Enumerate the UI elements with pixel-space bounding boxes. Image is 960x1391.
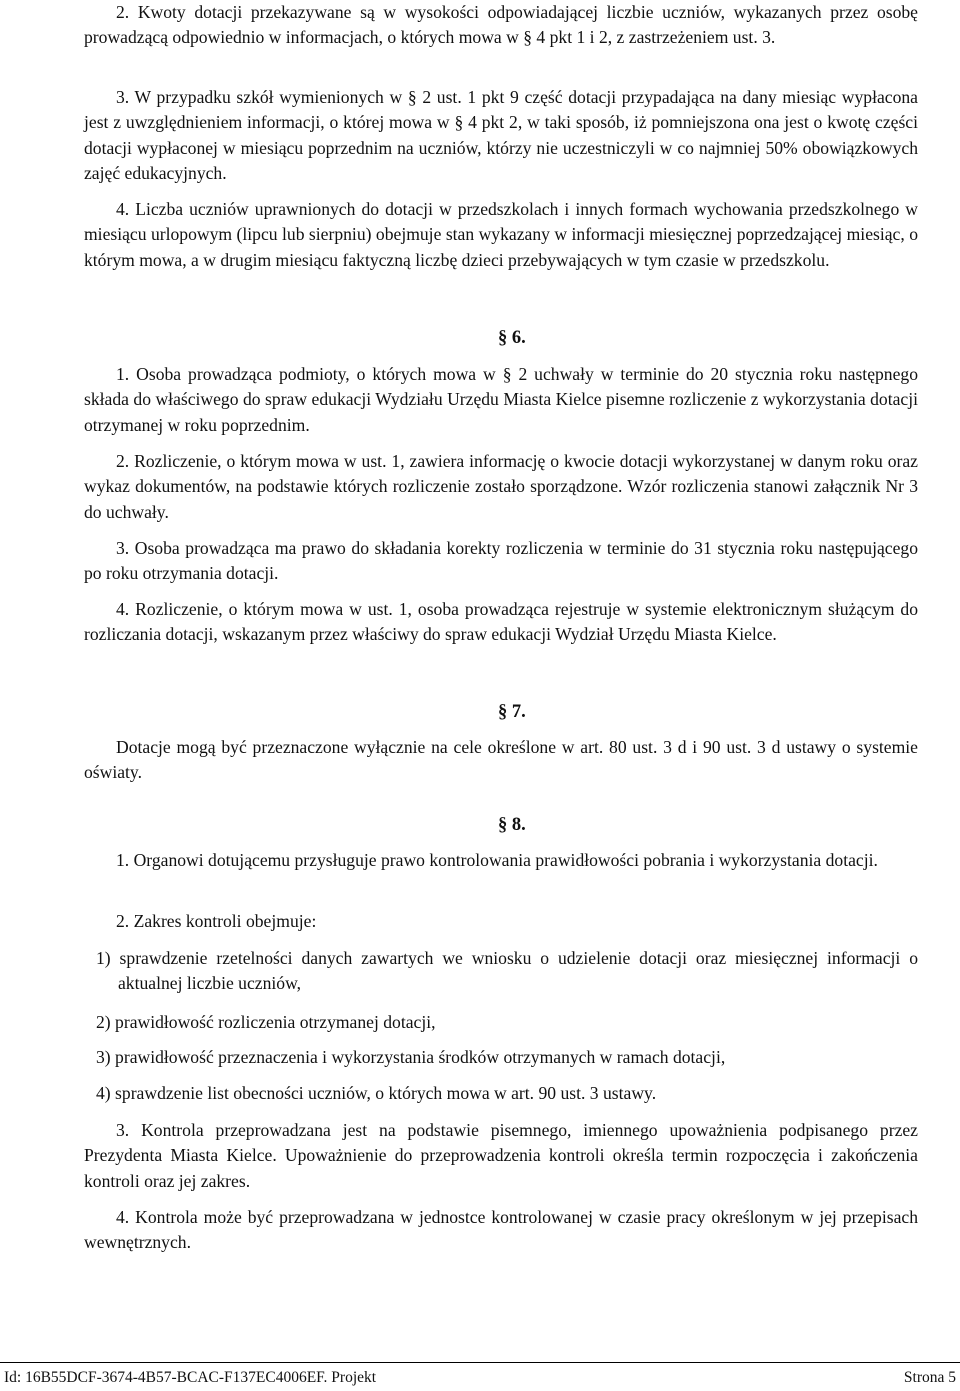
paragraph-5-2: 2. Kwoty dotacji przekazywane są w wysokości odpowiadającej liczbie uczniów, wykazanych przez osobę prowadzącą odpowiednio w informacjach, o których mowa w § 4 pkt 1 i 2, z zastrzeżeniem ust. 3. xyxy=(84,2,918,48)
paragraph-6-2: 2. Rozliczenie, o którym mowa w ust. 1, zawiera informację o kwocie dotacji wykorzystanej w danym roku oraz wykaz dokumentów, na podstawie których rozliczenie zostało sporządzone. Wzór rozliczenia stanowi załącznik Nr 3 do uchwały. xyxy=(84,451,918,522)
paragraph-8-1: 1. Organowi dotującemu przysługuje prawo kontrolowania prawidłowości pobrania i wykorzystania dotacji. xyxy=(116,850,878,870)
paragraph-6-1: 1. Osoba prowadząca podmioty, o których mowa w § 2 uchwały w terminie do 20 stycznia roku następnego składa do właściwego do spraw edukacji Wydziału Urzędu Miasta Kielce pisemne rozliczenie z wykorzystania dotacji otrzymanej w roku poprzednim. xyxy=(84,364,918,435)
list-item-8-2-4: 4) sprawdzenie list obecności uczniów, o których mowa w art. 90 ust. 3 ustawy. xyxy=(96,1083,657,1103)
paragraph-7-1: Dotacje mogą być przeznaczone wyłącznie na cele określone w art. 80 ust. 3 d i 90 ust. 3 d ustawy o systemie oświaty. xyxy=(84,737,918,783)
paragraph-6-4: 4. Rozliczenie, o którym mowa w ust. 1, osoba prowadząca rejestruje w systemie elektronicznym służącym do rozliczania dotacji, wskazanym przez właściwy do spraw edukacji Wydział Urzędu Miasta Kielce. xyxy=(84,599,918,645)
list-item-8-2-2: 2) prawidłowość rozliczenia otrzymanej dotacji, xyxy=(96,1012,436,1032)
footer-divider xyxy=(0,1362,960,1363)
paragraph-8-4: 4. Kontrola może być przeprowadzana w jednostce kontrolowanej w czasie pracy określonym w jej przepisach wewnętrznych. xyxy=(84,1207,918,1253)
paragraph-6-3: 3. Osoba prowadząca ma prawo do składania korekty rozliczenia w terminie do 31 stycznia roku następującego po roku otrzymania dotacji. xyxy=(84,538,918,584)
footer-document-id: Id: 16B55DCF-3674-4B57-BCAC-F137EC4006EF. Projekt xyxy=(4,1369,377,1386)
list-item-8-2-1: 1) sprawdzenie rzetelności danych zawartych we wniosku o udzielenie dotacji oraz miesięcznej informacji o aktualnej liczbie uczniów, xyxy=(96,948,918,994)
paragraph-5-3: 3. W przypadku szkół wymienionych w § 2 ust. 1 pkt 9 część dotacji przypadająca na dany miesiąc wypłacona jest z uwzględnieniem informacji, o której mowa w § 4 pkt 2, w taki sposób, iż pomniejszona ona jest o kwotę części dotacji wypłaconej w miesiącu poprzednim na uczniów, którzy nie uczestniczyli w co najmniej 50% obowiązkowych zajęć edukacyjnych. xyxy=(84,87,918,184)
paragraph-8-3: 3. Kontrola przeprowadzana jest na podstawie pisemnego, imiennego upoważnienia podpisanego przez Prezydenta Miasta Kielce. Upoważnienie do przeprowadzenia kontroli określa termin rozpoczęcia i zakończenia kontroli oraz jej zakres. xyxy=(84,1120,918,1191)
section-heading-6: § 6. xyxy=(498,328,526,348)
section-heading-7: § 7. xyxy=(498,702,526,722)
paragraph-5-4: 4. Liczba uczniów uprawnionych do dotacji w przedszkolach i innych formach wychowania przedszkolnego w miesiącu urlopowym (lipcu lub sierpniu) obejmuje stan wykazany w informacji miesięcznej poprzedzającej miesiąc, o którym mowa, a w drugim miesiącu faktyczną liczbę dzieci przebywających w tym czasie w przedszkolu. xyxy=(84,199,918,270)
paragraph-8-2: 2. Zakres kontroli obejmuje: xyxy=(116,911,317,931)
list-item-8-2-3: 3) prawidłowość przeznaczenia i wykorzystania środków otrzymanych w ramach dotacji, xyxy=(96,1047,726,1067)
footer-page-number: Strona 5 xyxy=(903,1369,956,1386)
section-heading-8: § 8. xyxy=(498,815,526,835)
